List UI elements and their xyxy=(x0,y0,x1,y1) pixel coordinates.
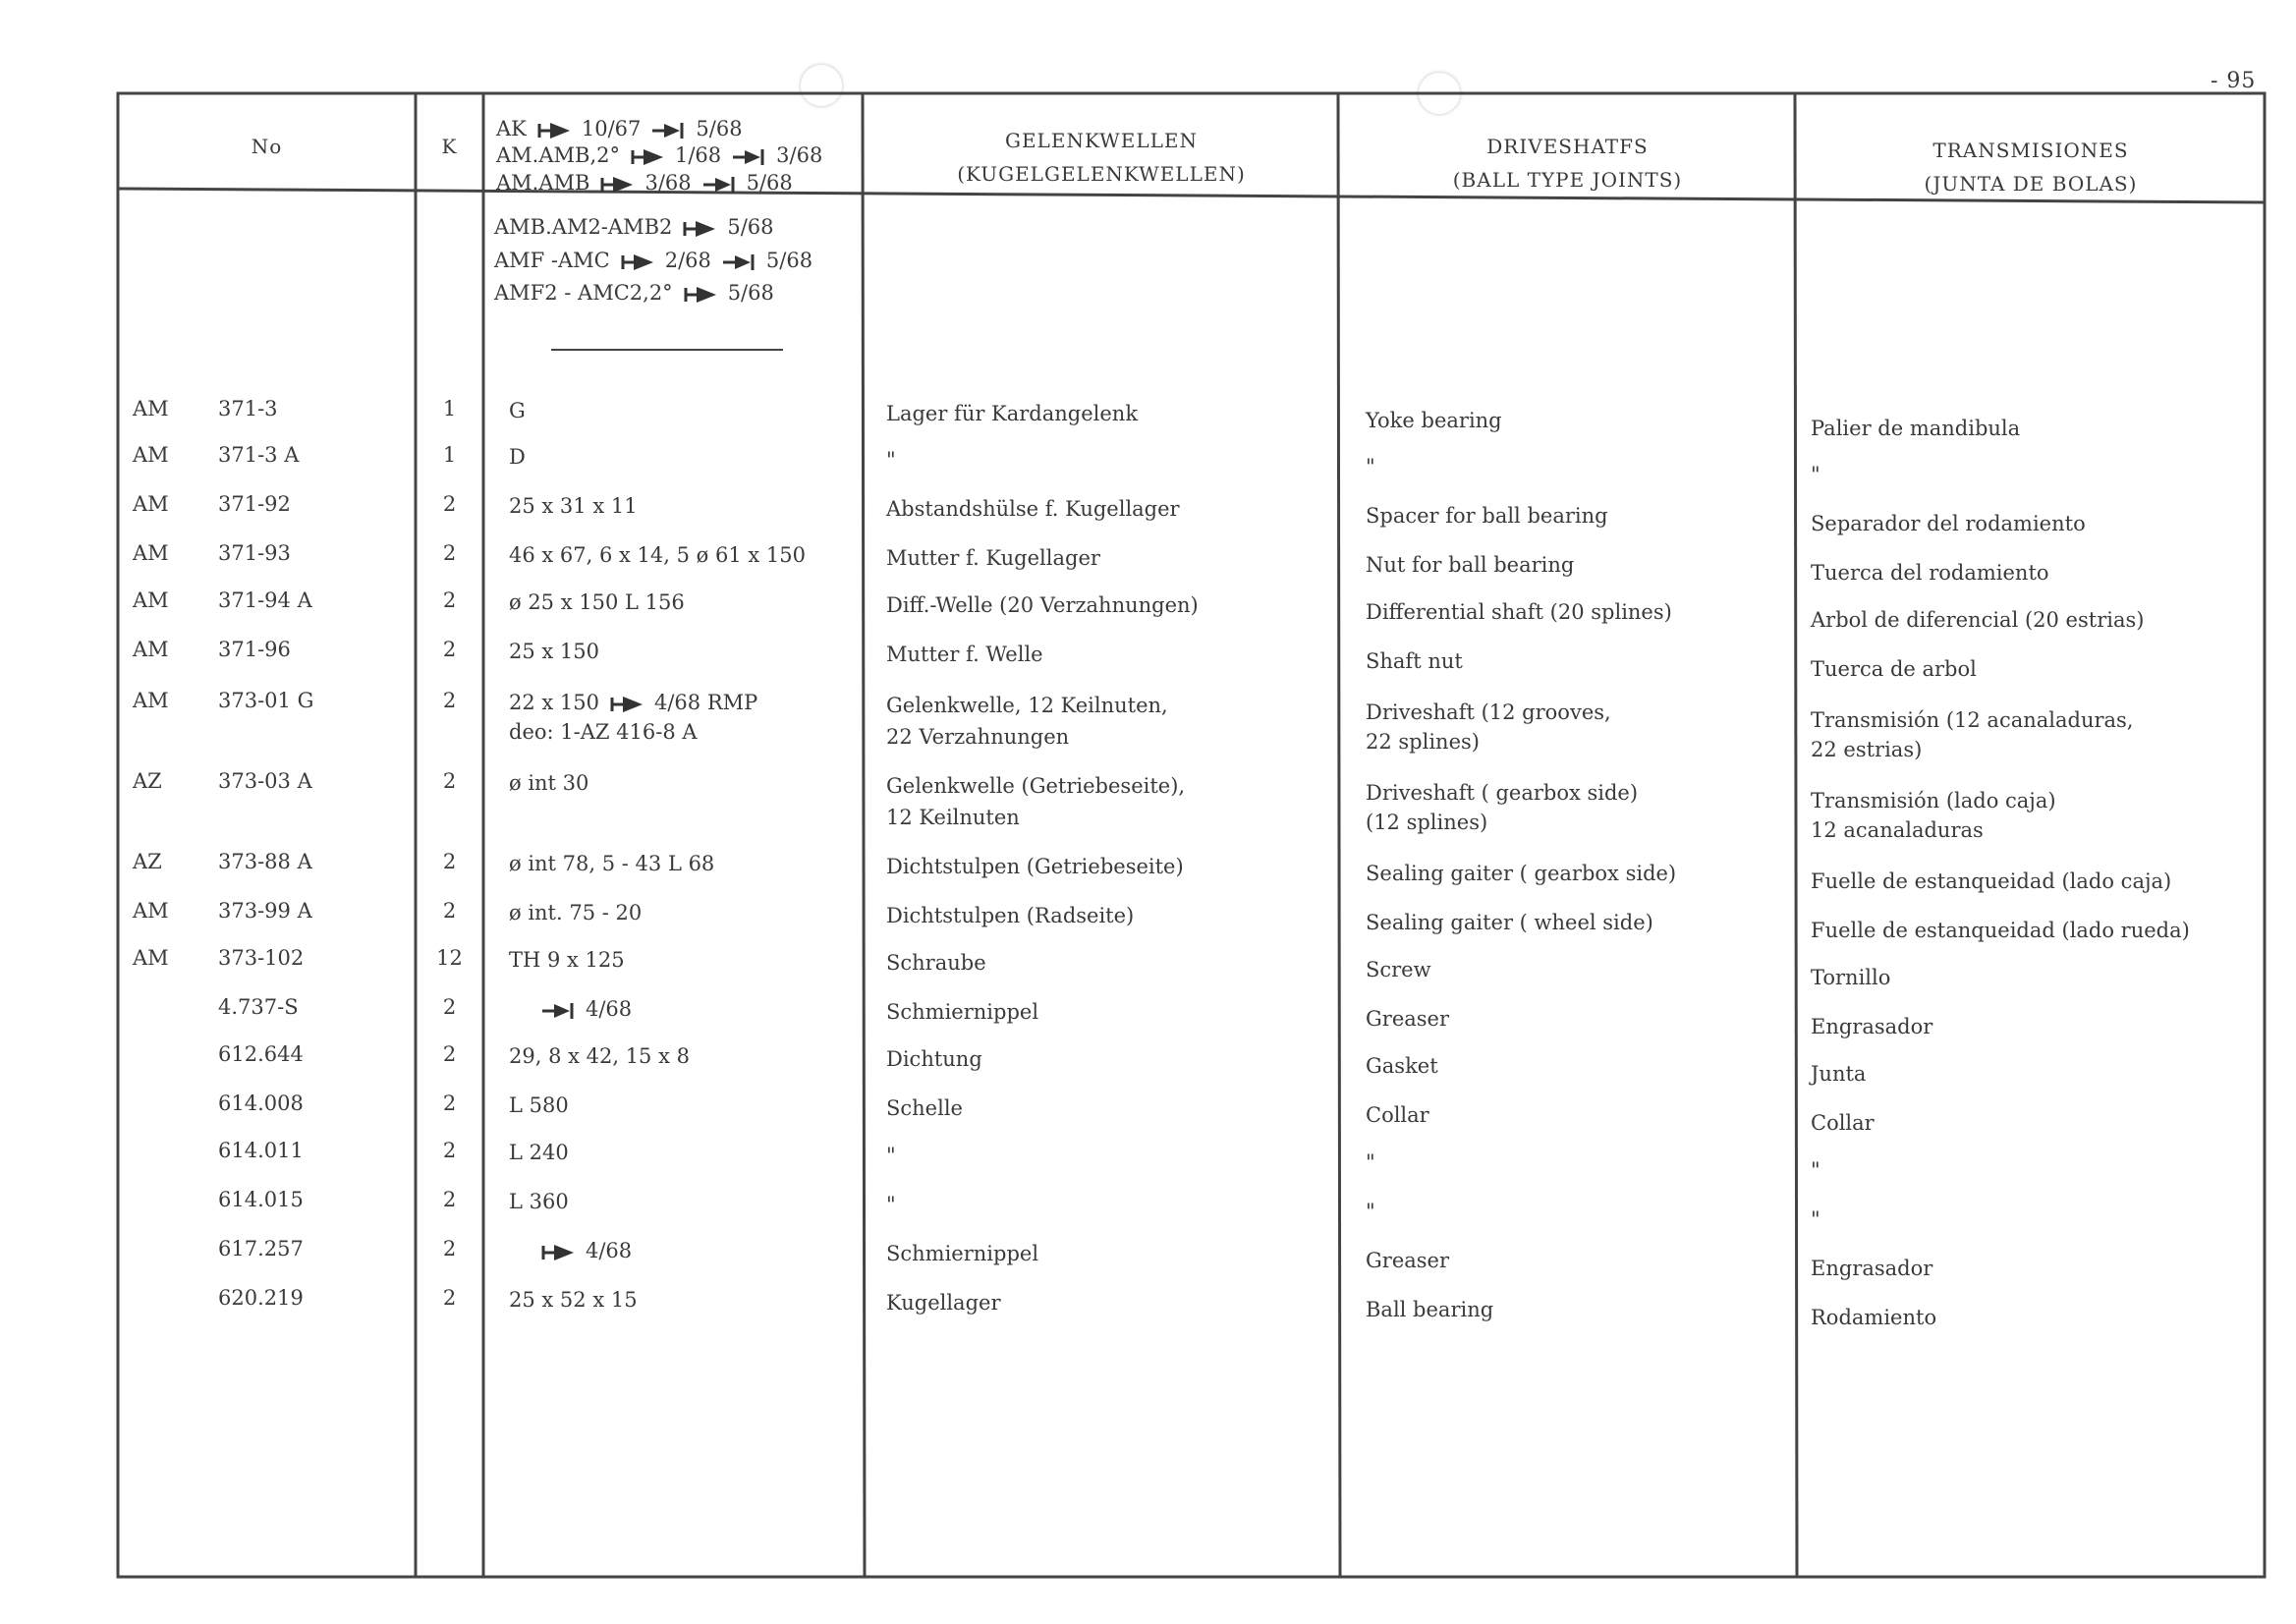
specification-text: 22 x 150 xyxy=(509,691,599,714)
spanish-subtitle: (JUNTA DE BOLAS) xyxy=(1924,172,2138,196)
header-model-line xyxy=(496,116,743,141)
row-prefix: AM xyxy=(133,689,169,712)
part-number: 371-93 xyxy=(218,541,291,565)
spanish-title: TRANSMISIONES xyxy=(1932,139,2129,162)
german-description: " xyxy=(886,448,896,472)
german-description: " xyxy=(886,1193,896,1216)
applicability-line-date: 5/68 xyxy=(727,281,774,305)
start-date-arrow-icon xyxy=(599,176,635,194)
spanish-description: " xyxy=(1811,1158,1820,1182)
german-description: Dichtstulpen (Getriebeseite) xyxy=(886,855,1184,878)
specification xyxy=(531,996,632,1022)
specification xyxy=(509,493,638,519)
specification xyxy=(509,589,685,615)
column-header-no: No xyxy=(251,135,283,158)
german-subtitle: (KUGELGELENKWELLEN) xyxy=(957,162,1246,186)
part-number: 371-94 A xyxy=(218,588,312,612)
spanish-description: Palier de mandibula xyxy=(1811,417,2021,440)
part-number: 371-96 xyxy=(218,638,291,661)
row-prefix: AM xyxy=(133,492,169,516)
start-date-arrow-icon xyxy=(540,1244,576,1261)
specification-text: 29, 8 x 42, 15 x 8 xyxy=(509,1044,690,1068)
german-description: Dichtung xyxy=(886,1047,982,1071)
applicability-line-date: 5/68 xyxy=(727,215,774,239)
row-prefix: AM xyxy=(133,946,169,970)
spanish-description: Separador del rodamiento xyxy=(1811,512,2086,535)
english-description: Ball bearing xyxy=(1366,1298,1494,1321)
specification xyxy=(509,770,588,796)
quantity: 12 xyxy=(436,946,463,970)
quantity: 2 xyxy=(442,638,457,661)
quantity: 2 xyxy=(442,689,457,712)
english-description: Driveshaft ( gearbox side) xyxy=(1366,781,1639,805)
specification xyxy=(509,900,642,925)
end-date-arrow-icon xyxy=(731,148,766,166)
applicability-line-label: AMF -AMC xyxy=(494,249,610,272)
specification xyxy=(509,639,599,664)
row-prefix: AZ xyxy=(133,850,162,873)
german-description: Dichtstulpen (Radseite) xyxy=(886,904,1135,927)
part-number: 620.219 xyxy=(218,1286,304,1310)
part-number: 612.644 xyxy=(218,1042,304,1066)
specification-text: D xyxy=(509,445,526,469)
part-number: 4.737-S xyxy=(218,995,299,1019)
specification-text: L 360 xyxy=(509,1190,569,1213)
specification xyxy=(509,1140,569,1165)
specification-note: deo: 1-AZ 416-8 A xyxy=(509,720,698,744)
applicability-line xyxy=(494,214,774,240)
specification xyxy=(531,1238,632,1263)
english-description: Shaft nut xyxy=(1366,649,1463,673)
page-number: - 95 xyxy=(2211,69,2257,93)
row-prefix: AM xyxy=(133,541,169,565)
specification-text: 25 x 31 x 11 xyxy=(509,494,638,518)
applicability-line xyxy=(494,248,812,273)
spanish-description: Fuelle de estanqueidad (lado caja) xyxy=(1811,869,2172,893)
quantity: 2 xyxy=(442,1042,457,1066)
part-number: 373-01 G xyxy=(218,689,314,712)
applicability-line-label: AMF2 - AMC2,2° xyxy=(494,281,673,305)
column-header-k: K xyxy=(441,135,458,158)
spanish-description: Engrasador xyxy=(1811,1257,1933,1280)
english-description: Gasket xyxy=(1366,1054,1438,1078)
end-date-arrow-icon xyxy=(650,122,686,140)
spanish-description: Arbol de diferencial (20 estrias) xyxy=(1811,608,2145,632)
german-description: Mutter f. Welle xyxy=(886,643,1043,666)
start-date-arrow-icon xyxy=(630,148,665,166)
start-date-arrow-icon xyxy=(536,122,572,140)
spanish-description: " xyxy=(1811,463,1820,486)
start-date-arrow-icon xyxy=(683,286,718,304)
specification xyxy=(509,398,526,423)
specification-text: TH 9 x 125 xyxy=(509,948,625,972)
specification-date: 4/68 xyxy=(586,1239,633,1262)
german-description: Abstandshülse f. Kugellager xyxy=(886,497,1180,521)
specification-text: ø int 78, 5 - 43 L 68 xyxy=(509,852,715,875)
row-prefix: AZ xyxy=(133,769,162,793)
english-description: Yoke bearing xyxy=(1366,409,1502,432)
quantity: 2 xyxy=(442,1188,457,1211)
spanish-description: Transmisión (lado caja) xyxy=(1811,789,2056,812)
english-description: Greaser xyxy=(1366,1249,1450,1272)
header-model-line xyxy=(496,170,793,196)
spanish-description: Tuerca de arbol xyxy=(1811,657,1977,681)
english-description: Differential shaft (20 splines) xyxy=(1366,600,1672,624)
english-description-line2: 22 splines) xyxy=(1366,730,1480,754)
specification-text: L 240 xyxy=(509,1141,569,1164)
specification-text: 25 x 150 xyxy=(509,640,599,663)
german-description: Schraube xyxy=(886,951,986,975)
applicability-line xyxy=(494,280,774,306)
column-header-german xyxy=(865,124,1338,191)
header-model-line-date: 1/68 xyxy=(674,143,722,167)
german-description: Lager für Kardangelenk xyxy=(886,402,1139,425)
row-prefix: AM xyxy=(133,588,169,612)
english-description-line2: (12 splines) xyxy=(1366,811,1488,834)
divider-rule xyxy=(551,349,783,351)
english-description: " xyxy=(1366,455,1375,478)
english-description: Sealing gaiter ( gearbox side) xyxy=(1366,862,1677,885)
german-description: Kugellager xyxy=(886,1291,1001,1315)
specification xyxy=(509,444,526,470)
header-model-line-date: 10/67 xyxy=(581,117,642,140)
row-prefix: AM xyxy=(133,899,169,923)
german-description: Schelle xyxy=(886,1096,963,1120)
quantity: 2 xyxy=(442,1092,457,1115)
specification-text: 46 x 67, 6 x 14, 5 ø 61 x 150 xyxy=(509,543,806,567)
german-description-line2: 22 Verzahnungen xyxy=(886,725,1070,749)
part-number: 614.008 xyxy=(218,1092,304,1115)
english-description: Sealing gaiter ( wheel side) xyxy=(1366,911,1653,934)
part-number: 373-03 A xyxy=(218,769,312,793)
german-description: Mutter f. Kugellager xyxy=(886,546,1100,570)
english-description: Greaser xyxy=(1366,1007,1450,1031)
english-description: Spacer for ball bearing xyxy=(1366,504,1608,528)
german-description: Schmiernippel xyxy=(886,1000,1039,1024)
specification xyxy=(509,1287,638,1313)
column-header-english xyxy=(1340,130,1795,196)
quantity: 2 xyxy=(442,1139,457,1162)
spanish-description: Collar xyxy=(1811,1111,1875,1135)
spanish-description: Engrasador xyxy=(1811,1015,1933,1038)
specification-text: ø int 30 xyxy=(509,771,589,795)
spanish-description-line2: 22 estrias) xyxy=(1811,738,1923,761)
german-description: Diff.-Welle (20 Verzahnungen) xyxy=(886,593,1199,617)
part-number: 614.015 xyxy=(218,1188,304,1211)
end-date-arrow-icon xyxy=(721,253,756,271)
quantity: 2 xyxy=(442,588,457,612)
applicability-line-label: AMB.AM2-AMB2 xyxy=(494,215,673,239)
german-title: GELENKWELLEN xyxy=(1004,129,1198,152)
german-description: " xyxy=(886,1144,896,1167)
header-model-line-date: 3/68 xyxy=(644,171,692,195)
english-description: " xyxy=(1366,1150,1375,1174)
applicability-line-date: 2/68 xyxy=(664,249,711,272)
row-prefix: AM xyxy=(133,638,169,661)
german-description: Schmiernippel xyxy=(886,1242,1039,1265)
english-title: DRIVESHATFS xyxy=(1486,135,1649,158)
english-description: Collar xyxy=(1366,1103,1429,1127)
header-model-line-date: 5/68 xyxy=(696,117,743,140)
header-model-line xyxy=(496,142,822,168)
specification-text: L 580 xyxy=(509,1093,569,1117)
specification xyxy=(509,690,757,715)
english-subtitle: (BALL TYPE JOINTS) xyxy=(1452,168,1683,192)
specification xyxy=(509,1043,690,1069)
quantity: 2 xyxy=(442,1237,457,1260)
column-header-spanish xyxy=(1797,134,2265,200)
german-description: Gelenkwelle (Getriebeseite), xyxy=(886,774,1186,798)
english-description: Nut for ball bearing xyxy=(1366,553,1575,577)
quantity: 2 xyxy=(442,850,457,873)
part-number: 373-88 A xyxy=(218,850,312,873)
quantity: 1 xyxy=(442,443,457,467)
end-date-arrow-icon xyxy=(701,176,737,194)
quantity: 1 xyxy=(442,397,457,420)
part-number: 371-92 xyxy=(218,492,291,516)
start-date-arrow-icon xyxy=(609,696,644,713)
specification-text: ø 25 x 150 L 156 xyxy=(509,590,685,614)
header-model-line-date: 5/68 xyxy=(746,171,793,195)
spanish-description: Transmisión (12 acanaladuras, xyxy=(1811,708,2134,732)
specification xyxy=(509,851,714,876)
specification xyxy=(509,1092,569,1118)
specification-text: G xyxy=(509,399,526,422)
quantity: 2 xyxy=(442,492,457,516)
part-number: 371-3 A xyxy=(218,443,300,467)
spanish-description: Junta xyxy=(1811,1062,1867,1086)
english-description: Driveshaft (12 grooves, xyxy=(1366,700,1611,724)
quantity: 2 xyxy=(442,769,457,793)
specification xyxy=(509,542,806,568)
specification xyxy=(509,947,625,973)
start-date-arrow-icon xyxy=(682,220,717,238)
header-model-line-label: AM.AMB,2° xyxy=(496,143,620,167)
quantity: 2 xyxy=(442,995,457,1019)
quantity: 2 xyxy=(442,899,457,923)
spanish-description-line2: 12 acanaladuras xyxy=(1811,818,1984,842)
spanish-description: Rodamiento xyxy=(1811,1306,1937,1329)
part-number: 373-99 A xyxy=(218,899,312,923)
german-description: Gelenkwelle, 12 Keilnuten, xyxy=(886,694,1168,717)
header-model-line-label: AM.AMB xyxy=(496,171,590,195)
specification xyxy=(509,1189,569,1214)
spanish-description: Tuerca del rodamiento xyxy=(1811,561,2049,585)
part-number: 617.257 xyxy=(218,1237,304,1260)
end-date-arrow-icon xyxy=(540,1002,576,1020)
spanish-description: Fuelle de estanqueidad (lado rueda) xyxy=(1811,919,2190,942)
part-number: 371-3 xyxy=(218,397,278,420)
german-description-line2: 12 Keilnuten xyxy=(886,806,1020,829)
spanish-description: " xyxy=(1811,1207,1820,1231)
applicability-line-date: 5/68 xyxy=(765,249,813,272)
part-number: 614.011 xyxy=(218,1139,304,1162)
specification-text: ø int. 75 - 20 xyxy=(509,901,643,924)
start-date-arrow-icon xyxy=(620,253,655,271)
quantity: 2 xyxy=(442,541,457,565)
spanish-description: Tornillo xyxy=(1811,966,1891,989)
header-model-line-date: 3/68 xyxy=(776,143,823,167)
row-prefix: AM xyxy=(133,397,169,420)
specification-date: 4/68 xyxy=(586,997,633,1021)
english-description: " xyxy=(1366,1200,1375,1223)
row-prefix: AM xyxy=(133,443,169,467)
header-model-line-label: AK xyxy=(496,117,527,140)
specification-text: 25 x 52 x 15 xyxy=(509,1288,638,1312)
quantity: 2 xyxy=(442,1286,457,1310)
part-number: 373-102 xyxy=(218,946,305,970)
specification-date: 4/68 RMP xyxy=(654,691,758,714)
english-description: Screw xyxy=(1366,958,1431,981)
